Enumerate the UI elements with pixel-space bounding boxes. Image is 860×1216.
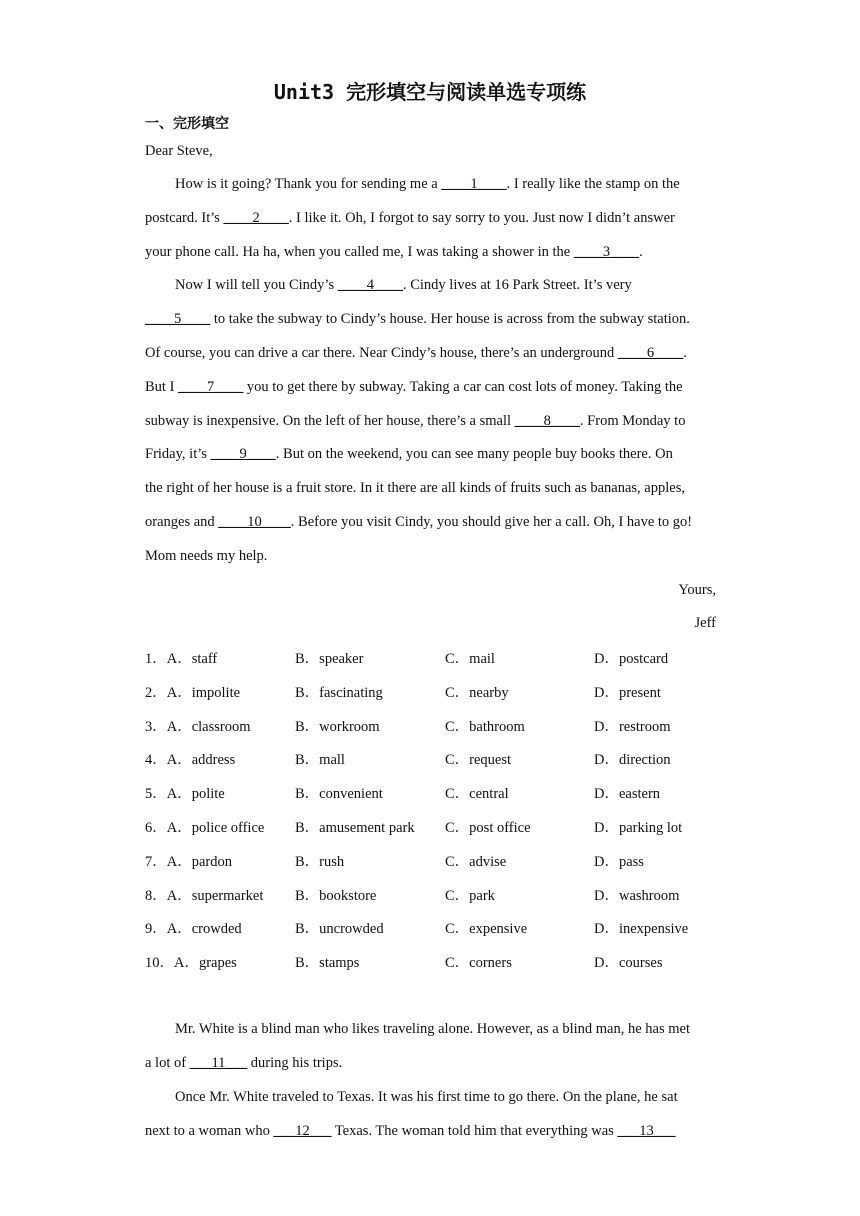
option-b: B．uncrowded — [295, 921, 384, 938]
option-a: 3．A．classroom — [145, 718, 251, 735]
option-c: C．nearby — [445, 684, 509, 701]
option-row — [145, 647, 725, 681]
option-c: C．advise — [445, 853, 507, 870]
option-d: D．courses — [594, 955, 663, 972]
letter-line: subway is inexpensive. On the left of her house, there’s a small ____8____. From Monday to — [145, 413, 686, 429]
answer-blank: ____10____ — [218, 514, 291, 530]
letter-line: Mom needs my help. — [145, 548, 268, 564]
option-d: D．inexpensive — [594, 921, 689, 938]
option-a: 2．A．impolite — [145, 684, 241, 701]
answer-blank: ____9____ — [210, 446, 276, 462]
answer-blank: ____6____ — [617, 345, 684, 361]
option-c: C．post office — [445, 819, 531, 836]
option-a: 9．A．crowded — [145, 921, 242, 938]
passage-line: Mr. White is a blind man who likes traveling alone. However, as a blind man, he has met — [175, 1021, 690, 1037]
option-c: C．park — [445, 887, 495, 904]
letter-line: oranges and ____10____. Before you visit Cindy, you should give her a call. Oh, I have to go! — [145, 514, 693, 530]
letter-closing: Yours, — [678, 582, 716, 598]
option-b: B．fascinating — [295, 684, 383, 701]
letter-signature: Jeff — [694, 615, 716, 631]
answer-blank: ____7____ — [178, 379, 244, 395]
option-a: 6．A．police office — [145, 819, 265, 836]
option-b: B．mall — [295, 752, 345, 769]
option-a: 5．A．polite — [145, 786, 225, 803]
answer-blank: ____4____ — [337, 277, 403, 293]
answer-blank: ____2____ — [223, 210, 289, 226]
page-title: Unit3 完形填空与阅读单选专项练 — [273, 80, 587, 104]
passage-line: a lot of ___11___ during his trips. — [145, 1055, 343, 1071]
letter-line: How is it going? Thank you for sending me a ____1____. I really like the stamp on the — [175, 176, 680, 192]
option-b: B．amusement park — [295, 819, 415, 836]
option-row — [145, 951, 725, 985]
option-c: C．central — [445, 786, 509, 803]
option-b: B．workroom — [295, 718, 380, 735]
letter-line: the right of her house is a fruit store. In it there are all kinds of fruits such as bananas, apples, — [145, 480, 685, 496]
option-row — [145, 884, 725, 918]
option-row — [145, 917, 725, 951]
option-d: D．eastern — [594, 786, 661, 803]
option-b: B．speaker — [295, 651, 364, 667]
option-d: D．postcard — [594, 651, 669, 667]
option-d: D．washroom — [594, 887, 680, 904]
option-d: D．present — [594, 684, 661, 701]
option-d: D．parking lot — [594, 819, 683, 836]
option-b: B．bookstore — [295, 887, 377, 904]
letter-line: But I ____7____ you to get there by subway. Taking a car can cost lots of money. Taking the — [145, 379, 683, 395]
option-c: C．bathroom — [445, 718, 525, 735]
answer-blank: ____8____ — [514, 413, 580, 429]
option-a: 8．A．supermarket — [145, 887, 264, 904]
option-d: D．pass — [594, 853, 644, 870]
passage-line: next to a woman who ___12___ Texas. The woman told him that everything was ___13___ — [145, 1123, 676, 1139]
option-row — [145, 850, 725, 884]
option-d: D．restroom — [594, 718, 671, 735]
answer-blank: ___11___ — [189, 1055, 248, 1071]
option-d: D．direction — [594, 752, 671, 769]
option-b: B．convenient — [295, 786, 383, 803]
options-list — [145, 647, 725, 985]
option-row — [145, 748, 725, 782]
letter-greeting: Dear Steve, — [145, 143, 213, 159]
answer-blank: ____3____ — [573, 244, 640, 260]
answer-blank: ____1____ — [441, 176, 507, 192]
option-c: C．expensive — [445, 921, 528, 938]
option-row — [145, 715, 725, 749]
letter-line: postcard. It’s ____2____. I like it. Oh, I forgot to say sorry to you. Just now I didn’t answer — [145, 210, 675, 226]
letter-line: ____5____ to take the subway to Cindy’s house. Her house is across from the subway station. — [145, 311, 690, 327]
option-a: 10．A．grapes — [145, 955, 237, 972]
passage-line: Once Mr. White traveled to Texas. It was his first time to go there. On the plane, he sat — [175, 1089, 678, 1105]
option-c: C．request — [445, 752, 512, 769]
option-a: 7．A．pardon — [145, 853, 232, 870]
letter-line: your phone call. Ha ha, when you called me, I was taking a shower in the ____3____. — [145, 244, 643, 260]
option-b: B．stamps — [295, 955, 360, 972]
option-a: 4．A．address — [145, 752, 236, 769]
answer-blank: ____5____ — [145, 311, 211, 327]
option-row — [145, 782, 725, 816]
letter-line: Of course, you can drive a car there. Near Cindy’s house, there’s an underground ____6____. — [145, 345, 687, 361]
option-row — [145, 681, 725, 715]
option-a: 1．A．staff — [145, 651, 218, 667]
answer-blank: ___13___ — [617, 1123, 676, 1139]
option-c: C．mail — [445, 651, 495, 667]
option-row — [145, 816, 725, 850]
section-heading: 一、完形填空 — [145, 116, 229, 132]
option-c: C．corners — [445, 955, 512, 972]
answer-blank: ___12___ — [273, 1123, 332, 1139]
letter-line: Now I will tell you Cindy’s ____4____. Cindy lives at 16 Park Street. It’s very — [175, 277, 632, 293]
letter-line: Friday, it’s ____9____. But on the weekend, you can see many people buy books there. On — [145, 446, 673, 462]
option-b: B．rush — [295, 853, 345, 870]
